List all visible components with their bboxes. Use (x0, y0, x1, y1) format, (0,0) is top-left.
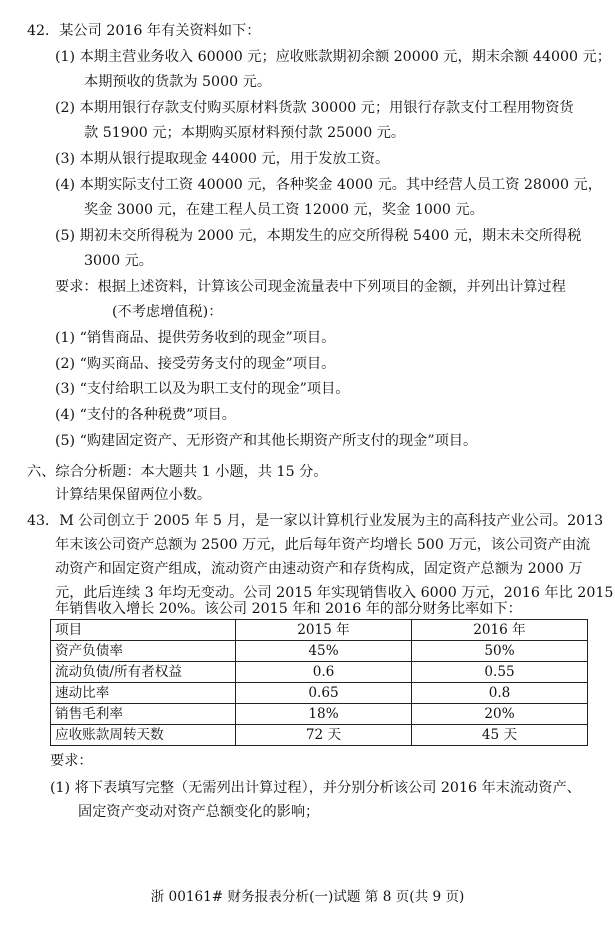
table-cell: 72 天 (236, 725, 412, 746)
q43-line-3: 动资产和固定资产组成，流动资产由速动资产和存货构成，固定资产总额为 2000 万 (55, 561, 583, 577)
q43-requirement-label: 要求： (50, 753, 93, 769)
table-header-row (51, 620, 588, 641)
q42-ask-4: (4) “支付的各种税费”项目。 (55, 407, 236, 423)
q43-line-1: 43．M 公司创立于 2005 年 5 月，是一家以计算机行业发展为主的高科技产业公司。2013 (27, 513, 604, 529)
q42-item-4-line-1: (4) 本期实际支付工资 40000 元，各种奖金 4000 元。其中经营人员工资 28000 元， (55, 177, 602, 193)
q43-line-4: 元，此后连续 3 年均无变动。公司 2015 年实现销售收入 6000 万元，2016 年比 2015 (55, 585, 614, 601)
table-cell: 0.6 (236, 662, 412, 683)
table-row (51, 641, 588, 662)
table-cell: 18% (236, 704, 412, 725)
table-cell: 0.8 (412, 683, 588, 704)
page-footer: 浙 00161# 财务报表分析(一)试题 第 8 页(共 9 页) (150, 889, 465, 905)
q42-ask-3: (3) “支付给职工以及为职工支付的现金”项目。 (55, 381, 350, 397)
section-6-note: 计算结果保留两位小数。 (55, 487, 212, 503)
q42-item-4-line-2: 奖金 3000 元，在建工程人员工资 12000 元，奖金 1000 元。 (84, 202, 484, 218)
q42-item-2-line-1: (2) 本期用银行存款支付购买原材料货款 30000 元；用银行存款支付工程用物资货 (55, 100, 574, 116)
q42-ask-1: (1) “销售商品、提供劳务收到的现金”项目。 (55, 330, 336, 346)
table-row (51, 683, 588, 704)
table-cell: 销售毛利率 (51, 704, 236, 725)
table-header-cell: 2015 年 (236, 620, 412, 641)
table-cell: 45 天 (412, 725, 588, 746)
table-row (51, 725, 588, 746)
q42-item-1-line-2: 本期预收的货款为 5000 元。 (84, 74, 272, 90)
q42-item-3: (3) 本期从银行提取现金 44000 元，用于发放工资。 (55, 151, 390, 167)
table-row (51, 704, 588, 725)
financial-ratio-table (50, 619, 588, 746)
q42-item-5-line-1: (5) 期初未交所得税为 2000 元，本期发生的应交所得税 5400 元，期末未交所得税 (55, 228, 582, 244)
table-header-cell: 2016 年 (412, 620, 588, 641)
q43-line-5: 年销售收入增长 20%。该公司 2015 年和 2016 年的部分财务比率如下： (55, 601, 522, 617)
q42-item-5-line-2: 3000 元。 (84, 253, 153, 269)
table-cell: 流动负债/所有者权益 (51, 662, 236, 683)
table-cell: 资产负债率 (51, 641, 236, 662)
table-row (51, 662, 588, 683)
table-cell: 50% (412, 641, 588, 662)
table-cell: 45% (236, 641, 412, 662)
table-cell: 速动比率 (51, 683, 236, 704)
q43-req1-line-2: 固定资产变动对资产总额变化的影响； (78, 804, 320, 820)
table-cell: 0.55 (412, 662, 588, 683)
q42-requirement-line-1: 要求：根据上述资料，计算该公司现金流量表中下列项目的金额，并列出计算过程 (55, 279, 566, 295)
table-cell: 0.65 (236, 683, 412, 704)
q42-requirement-line-2: (不考虑增值税)： (112, 304, 223, 320)
q42-ask-5: (5) “购建固定资产、无形资产和其他长期资产所支付的现金”项目。 (55, 433, 478, 449)
table-cell: 应收账款周转天数 (51, 725, 236, 746)
q43-line-2: 年末该公司资产总额为 2500 万元，此后每年资产均增长 500 万元，该公司资产由流 (55, 537, 591, 553)
table-cell: 20% (412, 704, 588, 725)
q42-item-1-line-1: (1) 本期主营业务收入 60000 元；应收账款期初余额 20000 元，期末余额 44000 元； (55, 49, 611, 65)
q42-header: 42．某公司 2016 年有关资料如下： (27, 23, 261, 39)
q43-req1-line-1: (1) 将下表填写完整（无需列出计算过程），并分别分析该公司 2016 年末流动资产、 (50, 780, 581, 796)
q42-item-2-line-2: 款 51900 元；本期购买原材料预付款 25000 元。 (84, 125, 406, 141)
section-6-title: 六、综合分析题：本大题共 1 小题，共 15 分。 (27, 464, 328, 480)
table-header-cell: 项目 (51, 620, 236, 641)
q42-ask-2: (2) “购买商品、接受劳务支付的现金”项目。 (55, 356, 336, 372)
